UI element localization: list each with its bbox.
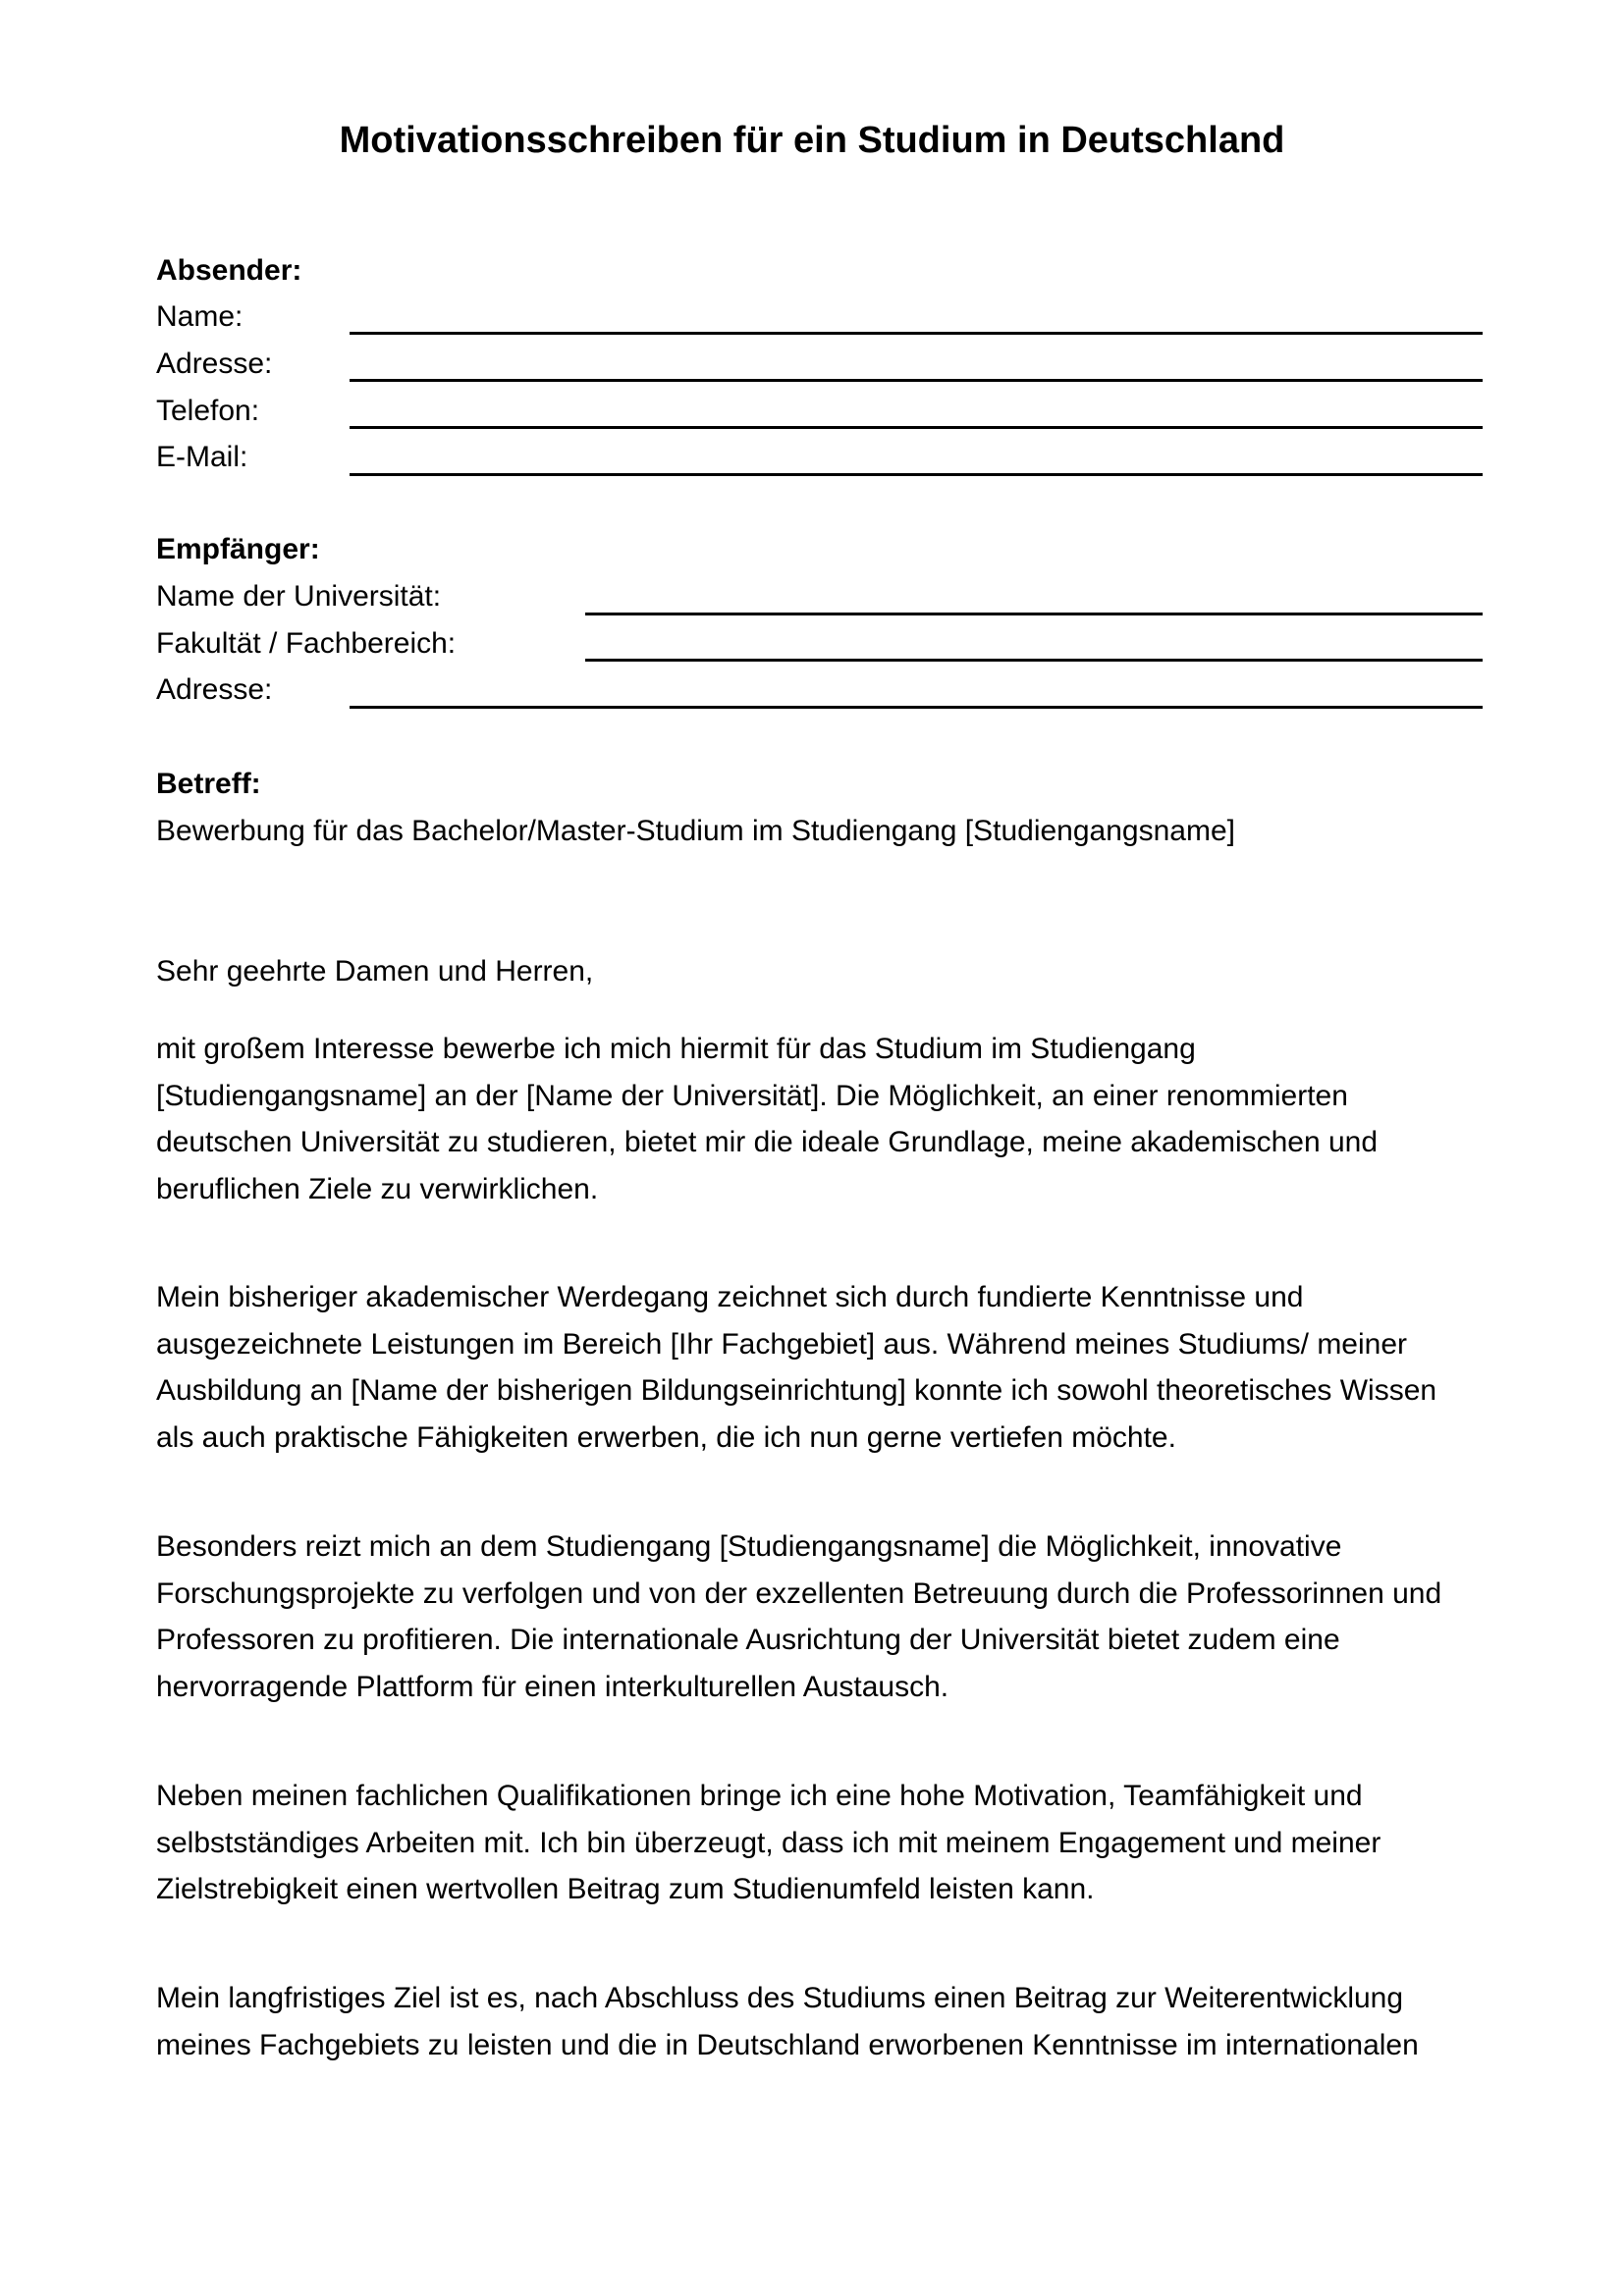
paragraph-line: [Studiengangsname] an der [Name der Universität]. Die Möglichkeit, an einer renommierten [156,1079,1348,1112]
paragraph-line: als auch praktische Fähigkeiten erwerben, die ich nun gerne vertiefen möchte. [156,1420,1176,1454]
body-paragraph-3 [156,1523,1491,1710]
body-paragraph-5 [156,1975,1491,2068]
sender-email-label: E-Mail: [156,441,248,473]
paragraph-line: Neben meinen fachlichen Qualifikationen bringe ich eine hohe Motivation, Teamfähigkeit und [156,1780,1363,1812]
document-title: Motivationsschreiben für ein Studium in Deutschland [339,120,1285,161]
paragraph-line: Mein bisheriger akademischer Werdegang zeichnet sich durch fundierte Kenntnisse und [156,1281,1304,1313]
body-paragraph-4 [156,1773,1491,1913]
paragraph-line: ausgezeichnete Leistungen im Bereich [Ihr Fachgebiet] aus. Während meines Studiums/ meiner [156,1327,1408,1361]
recipient-address-label: Adresse: [156,673,273,706]
sender-address-line[interactable] [350,379,1483,382]
sender-email-line[interactable] [350,473,1483,476]
paragraph-line: selbstständiges Arbeiten mit. Ich bin überzeugt, dass ich mit meinem Engagement und meiner [156,1826,1381,1859]
recipient-heading: Empfänger: [156,533,320,565]
recipient-address-line[interactable] [350,706,1483,709]
body-paragraph-1 [156,1026,1491,1212]
sender-name-label: Name: [156,300,244,333]
salutation: Sehr geehrte Damen und Herren, [156,955,594,988]
sender-address-label: Adresse: [156,347,273,380]
paragraph-line: Mein langfristiges Ziel ist es, nach Abschluss des Studiums einen Beitrag zur Weiterentwicklung [156,1982,1404,2014]
subject-text: Bewerbung für das Bachelor/Master-Studium im Studiengang [Studiengangsname] [156,815,1235,847]
sender-heading: Absender: [156,254,302,287]
body-paragraph-2 [156,1274,1491,1461]
paragraph-line: Professoren zu profitieren. Die internationale Ausrichtung der Universität bietet zudem eine [156,1624,1340,1656]
recipient-faculty-label: Fakultät / Fachbereich: [156,627,457,660]
subject-heading: Betreff: [156,768,261,800]
sender-name-line[interactable] [350,332,1483,335]
paragraph-line: deutschen Universität zu studieren, bietet mir die ideale Grundlage, meine akademischen und [156,1126,1379,1158]
sender-phone-line[interactable] [350,426,1483,429]
paragraph-line: mit großem Interesse bewerbe ich mich hiermit für das Studium im Studiengang [156,1033,1196,1065]
sender-phone-label: Telefon: [156,395,260,427]
recipient-university-line[interactable] [585,613,1483,615]
recipient-faculty-line[interactable] [585,659,1483,662]
paragraph-line: beruflichen Ziele zu verwirklichen. [156,1172,599,1205]
paragraph-line: Zielstrebigkeit einen wertvollen Beitrag zum Studienumfeld leisten kann. [156,1873,1095,1905]
recipient-university-label: Name der Universität: [156,580,442,613]
paragraph-line: Besonders reizt mich an dem Studiengang [Studiengangsname] die Möglichkeit, innovative [156,1530,1342,1563]
paragraph-line: meines Fachgebiets zu leisten und die in Deutschland erworbenen Kenntnisse im internationalen [156,2028,1419,2061]
paragraph-line: Ausbildung an [Name der bisherigen Bildungseinrichtung] konnte ich sowohl theoretisches Wissen [156,1374,1437,1407]
paragraph-line: hervorragende Plattform für einen interkulturellen Austausch. [156,1670,949,1703]
paragraph-line: Forschungsprojekte zu verfolgen und von der exzellenten Betreuung durch die Professorinnen und [156,1576,1442,1610]
